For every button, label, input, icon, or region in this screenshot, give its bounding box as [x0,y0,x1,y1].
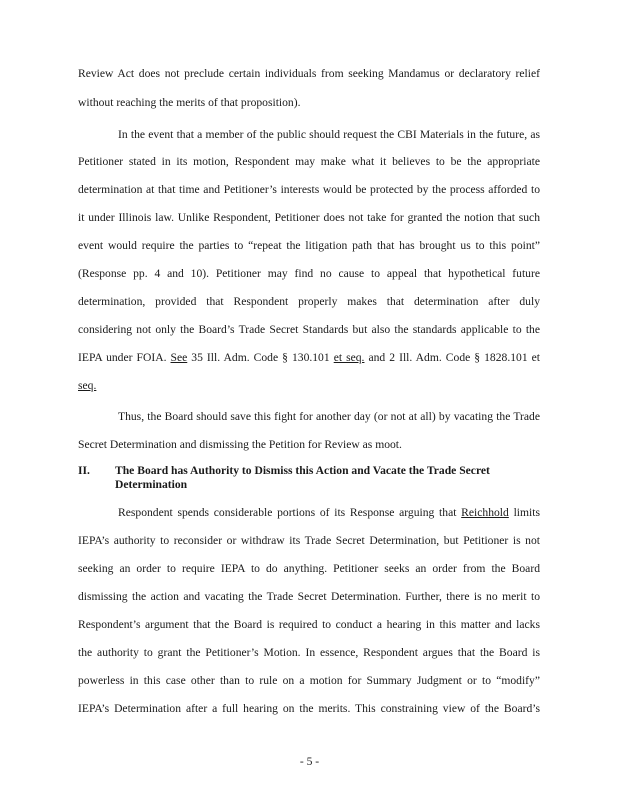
paragraph-4-line-5: Respondent’s argument that the Board is required to conduct a hearing in this matter and lacks [78,618,540,631]
section-title: The Board has Authority to Dismiss this Action and Vacate the Trade Secret Determination [115,464,490,491]
paragraph-2-line-6: (Response pp. 4 and 10). Petitioner may find no cause to appeal that hypothetical future [78,267,540,280]
et-seq: et seq. [333,351,365,364]
paragraph-2-line-2: Petitioner stated in its motion, Respondent may make what it believes to be the appropriate [78,155,540,168]
paragraph-2-line-7: determination, provided that Respondent properly makes that determination after duly [78,295,540,308]
paragraph-2-line-5: event would require the parties to “repeat the litigation path that has brought us to this point” [78,239,540,252]
paragraph-3-line-1: Thus, the Board should save this fight for another day (or not at all) by vacating the Trade [118,410,540,423]
paragraph-2-line-9 [78,351,540,365]
paragraph-4-line-4: dismissing the action and vacating the Trade Secret Determination. Further, there is no merit to [78,590,540,603]
citation-text: and 2 Ill. Adm. Code § 1828.101 et [364,351,540,364]
paragraph-2-line-8: considering not only the Board’s Trade Secret Standards but also the standards applicable to the [78,323,540,336]
paragraph-text: Respondent spends considerable portions of its Response arguing that [118,506,462,519]
paragraph-4-line-2: IEPA’s authority to reconsider or withdraw its Trade Secret Determination, but Petitioner is not [78,534,540,547]
et-seq: seq. [78,379,97,392]
paragraph-4-line-8: IEPA’s Determination after a full hearing on the merits. This constraining view of the Board’s [78,702,540,715]
see-signal: See [170,351,188,364]
paragraph-3-line-2: Secret Determination and dismissing the Petition for Review as moot. [78,438,402,451]
section-number: II. [78,464,90,477]
paragraph-4-line-6: the authority to grant the Petitioner’s Motion. In essence, Respondent argues that the Board is [78,646,540,659]
paragraph-2-line-3: determination at that time and Petitioner’s interests would be protected by the process afforded to [78,183,540,196]
citation-text: 35 Ill. Adm. Code § 130.101 [187,351,334,364]
page-number: - 5 - [299,755,320,768]
paragraph-1-line-1: Review Act does not preclude certain individuals from seeking Mandamus or declaratory relief [78,67,540,80]
paragraph-text: limits [508,506,540,519]
paragraph-4-line-7: powerless in this case other than to rule on a motion for Summary Judgment or to “modify” [78,674,540,687]
section-heading [78,464,540,494]
case-name: Reichhold [461,506,509,519]
paragraph-1-line-2: without reaching the merits of that proposition). [78,96,301,109]
paragraph-2-line-10 [78,379,540,393]
paragraph-2-line-4: it under Illinois law. Unlike Respondent, Petitioner does not take for granted the notion that such [78,211,540,224]
paragraph-4-line-3: seeking an order to require IEPA to do anything. Petitioner seeks an order from the Board [78,562,540,575]
citation-text: IEPA under FOIA. [78,351,171,364]
paragraph-4-line-1 [78,506,540,520]
paragraph-2-line-1: In the event that a member of the public should request the CBI Materials in the future, as [118,128,540,141]
